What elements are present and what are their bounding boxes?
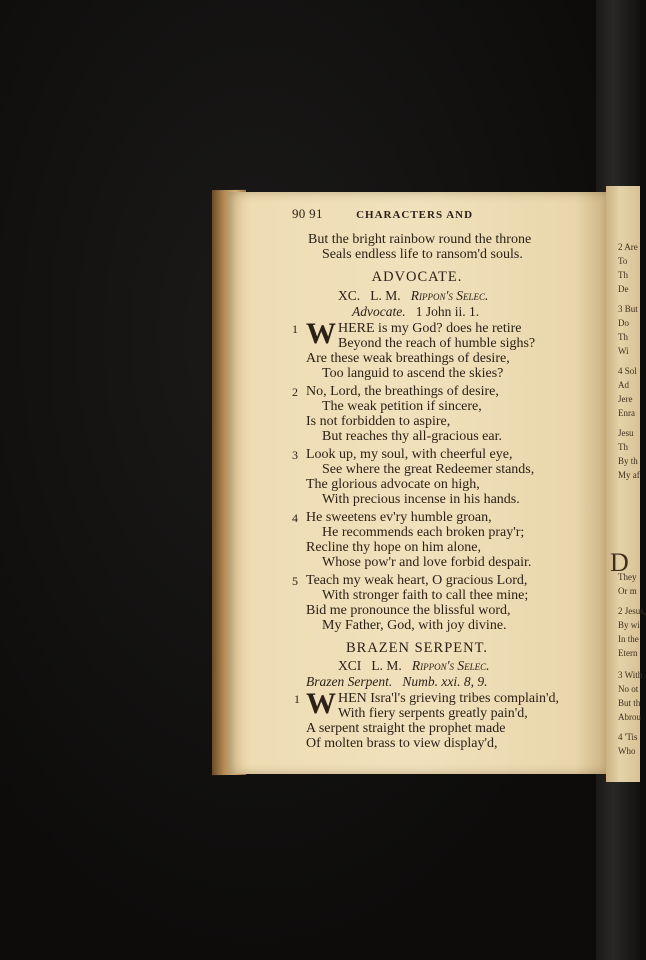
- facing-page-fragment: 2 Jesus,: [618, 606, 646, 616]
- scripture-reference: 1 John ii. 1.: [415, 304, 480, 319]
- verse-line: He recommends each broken pray'r;: [322, 525, 525, 540]
- facing-page-fragment: Jesu: [618, 428, 634, 438]
- stanza-number: 2: [292, 385, 298, 399]
- hymn-heading: BRAZEN SERPENT.: [345, 640, 489, 656]
- hymn-number: XC.: [338, 288, 361, 303]
- verse-line: Whose pow'r and love forbid despair.: [322, 555, 532, 570]
- verse-line: Are these weak breathings of desire,: [306, 351, 510, 366]
- verse-line: No, Lord, the breathings of desire,: [306, 384, 499, 399]
- facing-page-fragment: By th: [618, 456, 638, 466]
- facing-page-fragment: My af: [618, 470, 640, 480]
- facing-page-fragment: Who: [618, 746, 636, 756]
- stanza-number: 1: [292, 322, 298, 336]
- facing-page-fragment: Enra: [618, 408, 635, 418]
- facing-page-fragment: 4 'Tis: [618, 732, 638, 742]
- page-content: [228, 192, 606, 774]
- verse-line: HERE is my God? does he retire: [338, 321, 522, 336]
- hymn-topic: Advocate.: [352, 304, 406, 319]
- facing-page-fragment: They: [618, 572, 637, 582]
- hymn-topic: Brazen Serpent.: [306, 674, 393, 689]
- facing-page-fragment: 4 Sol: [618, 366, 637, 376]
- verse-line: He sweetens ev'ry humble groan,: [306, 510, 492, 525]
- verse-line: The weak petition if sincere,: [322, 399, 482, 414]
- facing-page-fragment: By wi: [618, 620, 640, 630]
- stanza-number: 4: [292, 511, 298, 525]
- facing-page-fragment: Th: [618, 270, 628, 280]
- verse-line: Seals endless life to ransom'd souls.: [322, 247, 523, 262]
- facing-page-fragment: Ad: [618, 380, 629, 390]
- verse-line: Is not forbidden to aspire,: [306, 414, 451, 429]
- facing-page-fragment: 3 With: [618, 670, 643, 680]
- facing-page-fragment: But th: [618, 698, 641, 708]
- facing-page-fragment: 3 But: [618, 304, 638, 314]
- facing-page-fragment: 2 Are: [618, 242, 638, 252]
- facing-page-fragment: To: [618, 256, 628, 266]
- facing-page-fragment: In the: [618, 634, 639, 644]
- facing-page-fragment: No ot: [618, 684, 639, 694]
- stanza-number: 5: [292, 574, 298, 588]
- verse-line: HEN Isra'l's grieving tribes complain'd,: [338, 691, 560, 706]
- facing-page-fragment: Do: [618, 318, 629, 328]
- hymn-source: Rippon's Selec.: [411, 658, 490, 673]
- facing-page-fragment: Etern: [618, 648, 638, 658]
- verse-line: But the bright rainbow round the throne: [308, 232, 532, 247]
- hymn-meter: L. M.: [371, 658, 402, 673]
- verse-line: Bid me pronounce the blissful word,: [306, 603, 511, 618]
- facing-page-fragment: Wi: [618, 346, 629, 356]
- verse-line: A serpent straight the prophet made: [306, 721, 506, 736]
- hymn-number-line: [338, 658, 490, 673]
- verse-line: The glorious advocate on high,: [306, 477, 480, 492]
- facing-page-fragment: Abrou: [618, 712, 641, 722]
- running-title: CHARACTERS AND: [356, 209, 474, 221]
- verse-line: My Father, God, with joy divine.: [322, 618, 507, 633]
- facing-page-fragment: D: [610, 548, 629, 577]
- book-page: [228, 192, 606, 774]
- stanza-number: 1: [294, 692, 300, 706]
- facing-page-fragment: Th: [618, 442, 628, 452]
- verse-line: Teach my weak heart, O gracious Lord,: [306, 573, 528, 588]
- verse-line: Too languid to ascend the skies?: [322, 366, 504, 381]
- hymn-meter: L. M.: [370, 288, 401, 303]
- stanza-number: 3: [292, 448, 298, 462]
- running-header: [292, 206, 473, 222]
- verse-line: Of molten brass to view display'd,: [306, 736, 498, 751]
- hymn-number-line: [338, 288, 488, 303]
- verse-line: But reaches thy all-gracious ear.: [322, 429, 502, 444]
- drop-cap: W: [306, 687, 336, 720]
- hymn-topic-line: [352, 304, 479, 319]
- hymn-source: Rippon's Selec.: [410, 288, 489, 303]
- drop-cap: W: [306, 317, 336, 350]
- facing-page: [606, 186, 646, 782]
- page-numbers: 90 91: [292, 206, 323, 221]
- verse-line: Recline thy hope on him alone,: [306, 540, 481, 555]
- facing-page-fragment: Or m: [618, 586, 637, 596]
- facing-page-fragment: Th: [618, 332, 628, 342]
- verse-line: With fiery serpents greatly pain'd,: [338, 706, 528, 721]
- hymn-number: XCI: [338, 658, 362, 673]
- verse-line: With precious incense in his hands.: [322, 492, 520, 507]
- facing-page-fragment: De: [618, 284, 629, 294]
- scripture-reference: Numb. xxi. 8, 9.: [402, 674, 488, 689]
- verse-line: Beyond the reach of humble sighs?: [338, 336, 536, 351]
- verse-line: See where the great Redeemer stands,: [322, 462, 535, 477]
- facing-page-fragment: Jere: [618, 394, 633, 404]
- verse-line: Look up, my soul, with cheerful eye,: [306, 447, 513, 462]
- hymn-heading: ADVOCATE.: [371, 269, 463, 285]
- verse-line: With stronger faith to call thee mine;: [322, 588, 529, 603]
